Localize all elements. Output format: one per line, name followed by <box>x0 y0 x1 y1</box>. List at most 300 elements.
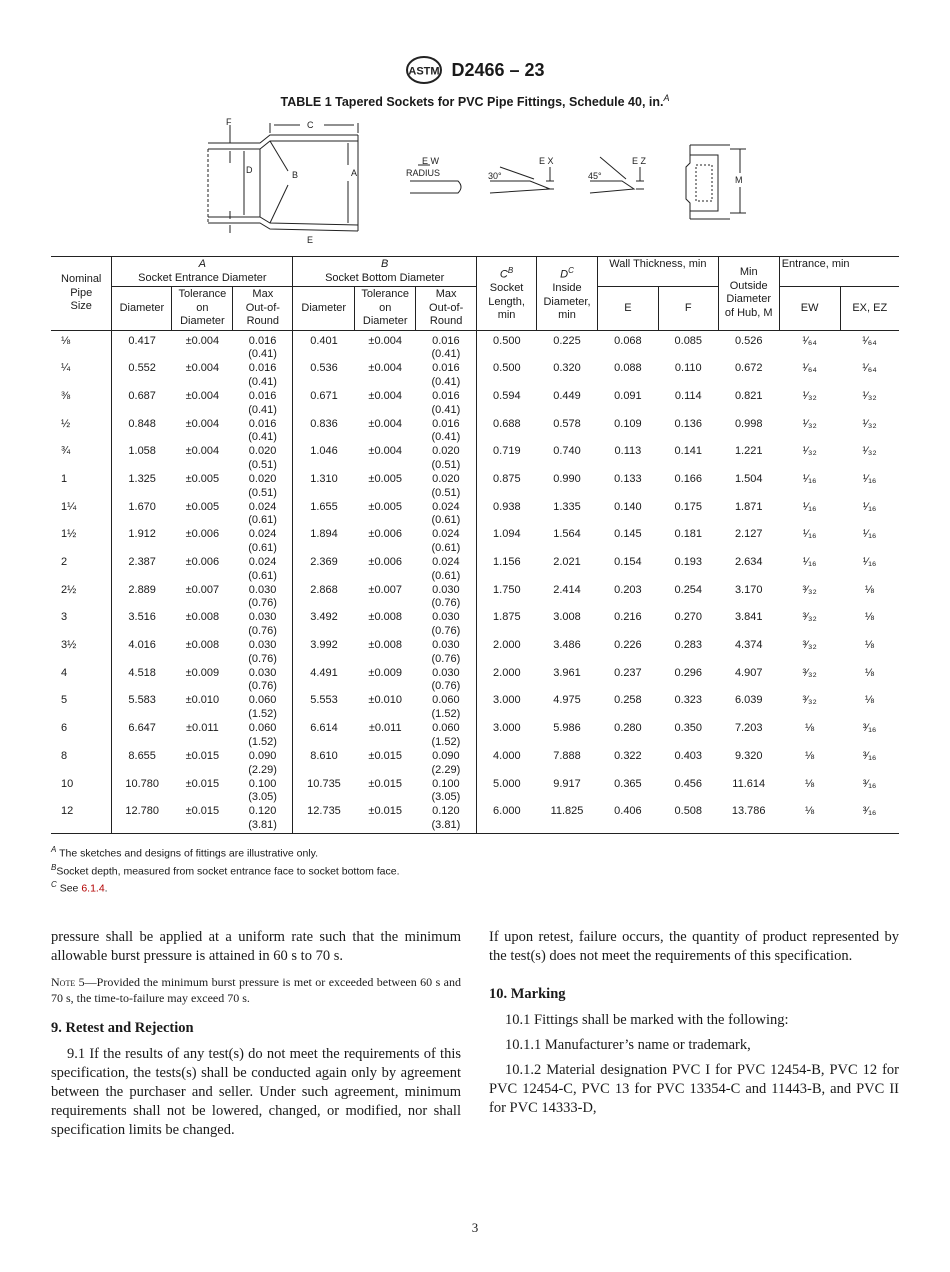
table-cell: 0.990 <box>553 472 581 485</box>
label-f: F <box>226 117 232 127</box>
table-cell: 6.647 <box>128 722 156 735</box>
table-cell: ¹⁄₃₂ <box>802 417 817 430</box>
table-row <box>51 390 899 418</box>
table-cell: 6 <box>51 722 112 750</box>
header-b-max-out-of-round: Max Out-of- Round <box>416 287 477 331</box>
table-cell: ⅛ <box>805 722 815 735</box>
table-cell: 1.670 <box>128 500 156 513</box>
table-row <box>51 805 899 833</box>
document-code: D2466 – 23 <box>451 59 545 80</box>
table-cell: 0.060 (1.52) <box>416 722 477 750</box>
table-cell: 3.841 <box>734 611 763 624</box>
table-cell: 3.000 <box>493 694 521 707</box>
table-cell: 4 <box>51 667 112 695</box>
table-cell: ±0.004 <box>185 362 220 375</box>
table-cell: 2.021 <box>553 556 581 568</box>
table-cell: 0.203 <box>614 583 642 596</box>
table-cell: ¹⁄₃₂ <box>862 389 877 402</box>
table-cell: ±0.005 <box>185 472 220 485</box>
table-cell: 5.583 <box>128 694 156 707</box>
table-cell: 1¼ <box>51 501 112 529</box>
table-cell: 2.000 <box>493 666 521 679</box>
table-cell: ¹⁄₃₂ <box>802 445 817 458</box>
table-cell: 0.365 <box>614 777 642 790</box>
table-cell: 0.016 (0.41) <box>416 418 477 446</box>
table-cell: 0.020 (0.51) <box>233 445 293 473</box>
table-cell: ⅛ <box>864 694 875 707</box>
label-a: A <box>351 168 358 178</box>
table-cell: ±0.008 <box>185 611 220 624</box>
table-cell: 0.024 (0.61) <box>233 501 293 529</box>
table-cell: 0.090 (2.29) <box>233 750 293 778</box>
header-a-diameter: Diameter <box>112 287 172 331</box>
table-cell: 0.024 (0.61) <box>416 501 477 529</box>
table-cell: 0.020 (0.51) <box>416 473 477 501</box>
table-title-text: TABLE 1 Tapered Sockets for PVC Pipe Fittings, Schedule 40, in. <box>280 95 664 110</box>
table-cell: 1.564 <box>553 528 581 541</box>
table-row <box>51 473 899 501</box>
table-cell: 4.000 <box>493 749 521 762</box>
table-cell: 0.016 (0.41) <box>233 390 293 418</box>
table-cell: 10 <box>51 778 112 806</box>
header-inside-diameter: D$^C$ Inside Diameter, min <box>537 257 598 331</box>
table-row <box>51 584 899 612</box>
table-row <box>51 362 899 390</box>
table-cell: 0.141 <box>674 445 703 458</box>
table-cell: 0.193 <box>674 556 703 568</box>
table-cell: ⅛ <box>805 749 815 762</box>
table-cell: ³⁄₃₂ <box>802 639 817 652</box>
table-cell: 0.296 <box>674 666 703 679</box>
table-cell: 7.203 <box>734 722 763 735</box>
table-cell: 8.610 <box>310 749 338 762</box>
table-cell: ±0.010 <box>368 694 402 707</box>
table-cell: ±0.004 <box>368 334 402 347</box>
table-cell: 0.258 <box>614 694 642 707</box>
label-c: C <box>307 120 314 130</box>
table-cell: 12 <box>51 805 112 833</box>
table-cell: 2.369 <box>310 556 338 568</box>
table-cell: ¹⁄₃₂ <box>862 417 877 430</box>
section-10-1-1: 10.1.1 Manufacturer’s name or trademark, <box>505 1037 751 1053</box>
table-cell: 0.225 <box>553 334 581 347</box>
table-cell: 1.875 <box>493 611 521 624</box>
table-cell: 1.046 <box>310 445 338 458</box>
table-cell: ±0.015 <box>185 749 220 762</box>
table-cell: ³⁄₃₂ <box>802 611 817 624</box>
table-cell: 0.090 (2.29) <box>416 750 477 778</box>
table-cell: ±0.004 <box>368 389 402 402</box>
table-cell: 0.145 <box>614 528 642 541</box>
table-row <box>51 445 899 473</box>
footnote-b: $^B$Socket depth, measured from socket entrance face to socket bottom face. <box>51 862 400 877</box>
table-cell: 4.016 <box>128 639 156 652</box>
table-cell: 0.456 <box>674 777 703 790</box>
header-entrance-exez: EX, EZ <box>840 287 899 331</box>
table-footnotes <box>51 843 899 896</box>
continued-paragraph: pressure shall be applied at a uniform rate such that the minimum allowable burst pressure is attained in 60 s to 70 s. <box>51 929 461 964</box>
table-cell: 0.016 (0.41) <box>233 418 293 446</box>
table-cell: ¹⁄₁₆ <box>802 500 817 513</box>
table-cell: 0.406 <box>597 805 658 833</box>
table-cell: ¾ <box>51 445 112 473</box>
table-cell: ±0.015 <box>185 777 220 790</box>
table-cell: ⅛ <box>864 611 875 624</box>
header-hub-diameter: Min Outside Diameter of Hub, M <box>718 257 779 331</box>
table-cell: ⅜ <box>51 390 112 418</box>
table-cell: 2.000 <box>493 639 521 652</box>
table-cell: 0.166 <box>674 472 703 485</box>
table-cell: 1 <box>51 473 112 501</box>
table-cell: 2.889 <box>128 583 156 596</box>
header-entrance-ew: EW <box>779 287 840 331</box>
table-cell: 12.780 <box>112 805 172 833</box>
table-cell: 0.688 <box>493 417 521 430</box>
table-cell: ±0.008 <box>368 611 402 624</box>
table-cell: 0.030 (0.76) <box>233 584 293 612</box>
table-cell: 0.109 <box>614 417 642 430</box>
table-cell: 5.986 <box>553 722 581 735</box>
table-cell: ±0.015 <box>172 805 233 833</box>
table-cell: ±0.004 <box>368 417 402 430</box>
table-cell: 0.848 <box>128 417 156 430</box>
table-cell: 0.016 (0.41) <box>233 330 293 362</box>
table-cell: ±0.009 <box>368 666 402 679</box>
table-cell: ¹⁄₁₆ <box>862 556 877 568</box>
table-cell: ³⁄₃₂ <box>802 666 817 679</box>
title-footnote-mark: A <box>663 93 670 103</box>
table-cell: 0.687 <box>128 389 156 402</box>
table-cell: 0.154 <box>614 556 642 568</box>
table-cell: ±0.011 <box>186 722 219 735</box>
table-cell: ±0.007 <box>368 583 402 596</box>
section-10-1-2: 10.1.2 Material designation PVC I for PVC 12454-B, PVC 12 for PVC 12454-C, PVC 13 for PVC 13354-C and 11443-B, and PVC II for PVC 14333-D, <box>489 1062 899 1116</box>
table-cell: 6.614 <box>310 722 338 735</box>
footnote-a: $^A$ The sketches and designs of fittings are illustrative only. <box>51 845 319 860</box>
table-cell: ±0.006 <box>368 556 402 568</box>
table-row <box>51 639 899 667</box>
table-cell: 0.401 <box>310 334 338 347</box>
table-cell: ±0.008 <box>368 639 402 652</box>
table-cell: ±0.010 <box>185 694 220 707</box>
table-cell: 5.000 <box>493 777 521 790</box>
header-b-tolerance: Tolerance on Diameter <box>355 287 416 331</box>
table-cell: 3 <box>51 611 112 639</box>
table-cell: ±0.015 <box>368 777 402 790</box>
table-cell: 9.320 <box>734 749 763 762</box>
table-cell: 0.100 (3.05) <box>416 778 477 806</box>
table-cell: 10.735 <box>307 777 341 790</box>
table-cell: 4.975 <box>553 694 581 707</box>
table-cell: 1.750 <box>493 583 521 596</box>
header-wall-thickness: Wall Thickness, min <box>597 257 718 287</box>
table-cell: ±0.007 <box>185 583 220 596</box>
header-entrance: Entrance, min <box>779 257 899 287</box>
header-a-tolerance: Tolerance on Diameter <box>172 287 233 331</box>
header-b-diameter: Diameter <box>293 287 355 331</box>
table-cell: 0.536 <box>310 362 338 375</box>
table-cell: 4.374 <box>734 639 763 652</box>
table-cell: ¹⁄₁₆ <box>862 472 877 485</box>
table-cell: 0.175 <box>674 500 703 513</box>
table-title <box>0 93 950 109</box>
table-cell: 0.136 <box>674 417 703 430</box>
section-10-1: 10.1 Fittings shall be marked with the following: <box>505 1012 789 1028</box>
table-cell: 1.894 <box>310 528 338 541</box>
table-cell: 0.403 <box>674 749 703 762</box>
table-cell: 0.120 (3.81) <box>416 805 477 833</box>
table-cell: 9.917 <box>553 777 581 790</box>
table-cell: ±0.009 <box>185 666 220 679</box>
table-cell: 1.058 <box>128 445 156 458</box>
table-cell: 0.323 <box>674 694 703 707</box>
table-cell: ¹⁄₁₆ <box>862 500 877 513</box>
table-cell: ±0.015 <box>368 749 402 762</box>
table-cell: ½ <box>51 418 112 446</box>
table-cell: 2.868 <box>310 583 338 596</box>
table-cell: 0.113 <box>614 445 642 458</box>
table-cell: 8.655 <box>128 749 156 762</box>
table-cell: 0.672 <box>734 362 763 375</box>
table-cell: 0.030 (0.76) <box>416 667 477 695</box>
table-cell: 0.085 <box>674 334 703 347</box>
socket-diagram <box>200 115 760 243</box>
table-cell: 0.016 (0.41) <box>233 362 293 390</box>
table-cell: 0.181 <box>674 528 703 541</box>
table-cell: ±0.008 <box>185 639 220 652</box>
table-cell: 5.553 <box>310 694 338 707</box>
table-cell: 0.740 <box>553 445 581 458</box>
table-cell: 0.237 <box>614 666 642 679</box>
header-wall-f: F <box>658 287 718 331</box>
table-cell: 0.552 <box>128 362 156 375</box>
table-cell: 3.992 <box>310 639 338 652</box>
table-cell: 0.030 (0.76) <box>233 667 293 695</box>
table-cell: 0.270 <box>674 611 703 624</box>
table-cell: ³⁄₃₂ <box>802 583 817 596</box>
table-cell: 0.140 <box>614 500 642 513</box>
label-e: E <box>307 235 314 243</box>
body-right-column <box>489 928 899 1118</box>
table-cell: 0.024 (0.61) <box>233 528 293 556</box>
table-cell: ±0.011 <box>368 722 402 735</box>
logo-text: ASTM <box>408 65 441 78</box>
table-cell: 0.120 (3.81) <box>233 805 293 833</box>
label-m: M <box>735 175 743 185</box>
table-cell: 0.594 <box>493 389 521 402</box>
table-row <box>51 418 899 446</box>
document-header <box>0 55 950 85</box>
table-cell: ¼ <box>51 362 112 390</box>
table-cell: 0.110 <box>674 362 702 375</box>
header-nominal-size: Nominal Pipe Size <box>51 257 112 331</box>
table-row <box>51 667 899 695</box>
table-row <box>51 611 899 639</box>
table-cell: 0.024 (0.61) <box>416 556 477 584</box>
table-cell: 4.907 <box>734 666 763 679</box>
table-cell: 1.655 <box>310 500 338 513</box>
astm-logo-icon <box>405 55 443 85</box>
table-cell: 3.516 <box>128 611 156 624</box>
table-cell: 2.414 <box>553 583 581 596</box>
table-cell: 13.786 <box>718 805 779 833</box>
label-ew: E W <box>422 156 439 166</box>
table-cell: 0.836 <box>310 417 338 430</box>
label-30-deg: 30° <box>488 171 502 181</box>
table-cell: 1.912 <box>128 528 156 541</box>
table-body <box>51 330 899 833</box>
table-cell: 3.486 <box>553 639 581 652</box>
note-5: Note 5—Provided the minimum burst pressure is met or exceeded between 60 s and 70 s, the time-to-failure may exceed 70 s. <box>51 975 462 1005</box>
section-9-1: 9.1 If the results of any test(s) do not meet the requirements of this specification, the tests(s) shall be conducted again only by agreement between the purchaser and seller. Under such agreement, minimum requirements shall not be lowered, changed, or modified, nor shall specification limits be changed. <box>51 1046 461 1138</box>
table-cell: 1.335 <box>553 500 581 513</box>
table-cell: 0.020 (0.51) <box>233 473 293 501</box>
retest-paragraph: If upon retest, failure occurs, the quantity of product represented by the test(s) does not meet the requirements of this specification. <box>489 929 899 964</box>
body-left-column <box>51 928 461 1140</box>
table-cell: ³⁄₁₆ <box>862 722 877 735</box>
table-cell: ¹⁄₆₄ <box>862 362 877 375</box>
table-cell: 0.526 <box>734 334 763 347</box>
table-cell: ¹⁄₃₂ <box>802 389 817 402</box>
table-cell: 1.871 <box>734 500 763 513</box>
header-group-b: B Socket Bottom Diameter <box>293 257 477 287</box>
table-cell: ⅛ <box>864 583 875 596</box>
table-cell: 0.114 <box>674 389 702 402</box>
table-cell: 2 <box>51 556 112 584</box>
table-cell: 0.254 <box>674 583 703 596</box>
table-cell: 10.780 <box>125 777 159 790</box>
table-cell: ¹⁄₆₄ <box>802 334 817 347</box>
table-cell: 2.387 <box>128 556 156 568</box>
table-cell: 0.030 (0.76) <box>416 611 477 639</box>
table-cell: 2½ <box>51 584 112 612</box>
table-cell: 0.068 <box>614 334 642 347</box>
table-cell: 0.088 <box>614 362 642 375</box>
table-cell: ¹⁄₃₂ <box>862 445 877 458</box>
table-cell: 0.821 <box>734 389 763 402</box>
table-cell: ±0.015 <box>355 805 416 833</box>
table-cell: 1.094 <box>493 528 521 541</box>
table-cell: 0.030 (0.76) <box>233 639 293 667</box>
table-cell: ±0.006 <box>368 528 402 541</box>
table-cell: 5 <box>51 694 112 722</box>
table-cell: 0.280 <box>614 722 642 735</box>
table-cell: ¹⁄₆₄ <box>802 362 817 375</box>
table-cell: 0.322 <box>614 749 642 762</box>
table-cell: 0.500 <box>493 362 521 375</box>
table-cell: ¹⁄₁₆ <box>802 528 817 541</box>
table-cell: ±0.005 <box>368 472 402 485</box>
table-cell: 0.320 <box>553 362 581 375</box>
table-cell: ±0.006 <box>185 556 220 568</box>
footnote-c: $^C$ See 6.1.4. <box>51 880 108 895</box>
table-cell: 0.417 <box>128 334 156 347</box>
table-cell: 6.000 <box>477 805 537 833</box>
table-cell: 3.961 <box>553 666 581 679</box>
table-cell: ¹⁄₁₆ <box>862 528 877 541</box>
table-cell: 0.671 <box>310 389 338 402</box>
table-row <box>51 501 899 529</box>
table-cell: ±0.005 <box>368 500 402 513</box>
table-cell: 7.888 <box>553 749 581 762</box>
label-radius: RADIUS <box>406 168 441 178</box>
table-cell: 1½ <box>51 528 112 556</box>
table-cell: ±0.006 <box>185 528 220 541</box>
table-cell: 0.016 (0.41) <box>416 362 477 390</box>
table-cell: 1.504 <box>734 472 763 485</box>
table-cell: 0.226 <box>614 639 642 652</box>
label-ex: E X <box>539 156 554 166</box>
table-row <box>51 330 899 362</box>
table-cell: ⅛ <box>864 666 875 679</box>
table-cell: 0.060 (1.52) <box>416 694 477 722</box>
table-cell: ±0.004 <box>185 445 220 458</box>
table-cell: 0.938 <box>493 500 521 513</box>
table-cell: 3.000 <box>493 722 521 735</box>
table-cell: 2.634 <box>734 556 763 568</box>
table-cell: 11.825 <box>537 805 598 833</box>
table-cell: 2.127 <box>734 528 763 541</box>
table-cell: 3½ <box>51 639 112 667</box>
table-cell: 3.008 <box>553 611 581 624</box>
table-cell: 1.156 <box>493 556 521 568</box>
table-cell: 0.998 <box>734 417 763 430</box>
table-cell: ±0.004 <box>185 417 220 430</box>
table-cell: ¹⁄₁₆ <box>802 556 817 568</box>
table-cell: ³⁄₁₆ <box>862 777 877 790</box>
table-cell: ±0.004 <box>368 362 402 375</box>
label-d: D <box>246 165 253 175</box>
table-cell: 0.030 (0.76) <box>233 611 293 639</box>
table-cell: 0.216 <box>614 611 642 624</box>
table-cell: 6.039 <box>734 694 763 707</box>
table-cell: 1.310 <box>310 472 338 485</box>
table-cell: 0.283 <box>674 639 703 652</box>
table-cell: 0.030 (0.76) <box>416 639 477 667</box>
table-cell: ³⁄₁₆ <box>840 805 899 833</box>
section-9-heading: 9. Retest and Rejection <box>51 1020 194 1036</box>
section-10-heading: 10. Marking <box>489 986 566 1002</box>
table-row <box>51 694 899 722</box>
table-cell: 0.449 <box>553 389 581 402</box>
table-cell: 11.614 <box>732 777 766 790</box>
table-cell: 0.060 (1.52) <box>233 694 293 722</box>
table-cell: ⅛ <box>779 805 840 833</box>
table-row <box>51 750 899 778</box>
header-socket-length: C$^B$ Socket Length, min <box>477 257 537 331</box>
table-cell: 0.016 (0.41) <box>416 390 477 418</box>
header-a-max-out-of-round: Max Out-of- Round <box>233 287 293 331</box>
table-cell: ¹⁄₁₆ <box>802 472 817 485</box>
table-cell: 0.875 <box>493 472 521 485</box>
table-cell: 0.091 <box>614 389 642 402</box>
section-link-6-1-4[interactable]: 6.1.4 <box>81 882 105 895</box>
table-cell: ±0.005 <box>185 500 220 513</box>
table-cell: 0.133 <box>614 472 642 485</box>
table-cell: 0.020 (0.51) <box>416 445 477 473</box>
table-cell: 4.518 <box>128 666 156 679</box>
table-cell: ¹⁄₆₄ <box>862 334 877 347</box>
table-cell: 0.578 <box>553 417 581 430</box>
table-cell: 0.060 (1.52) <box>233 722 293 750</box>
page-number: 3 <box>471 1220 479 1235</box>
table-cell: 0.350 <box>674 722 703 735</box>
table-cell: 12.735 <box>293 805 355 833</box>
table-cell: 8 <box>51 750 112 778</box>
table-cell: 4.491 <box>310 666 338 679</box>
table-cell: 0.024 (0.61) <box>416 528 477 556</box>
table-cell: ±0.004 <box>368 445 402 458</box>
